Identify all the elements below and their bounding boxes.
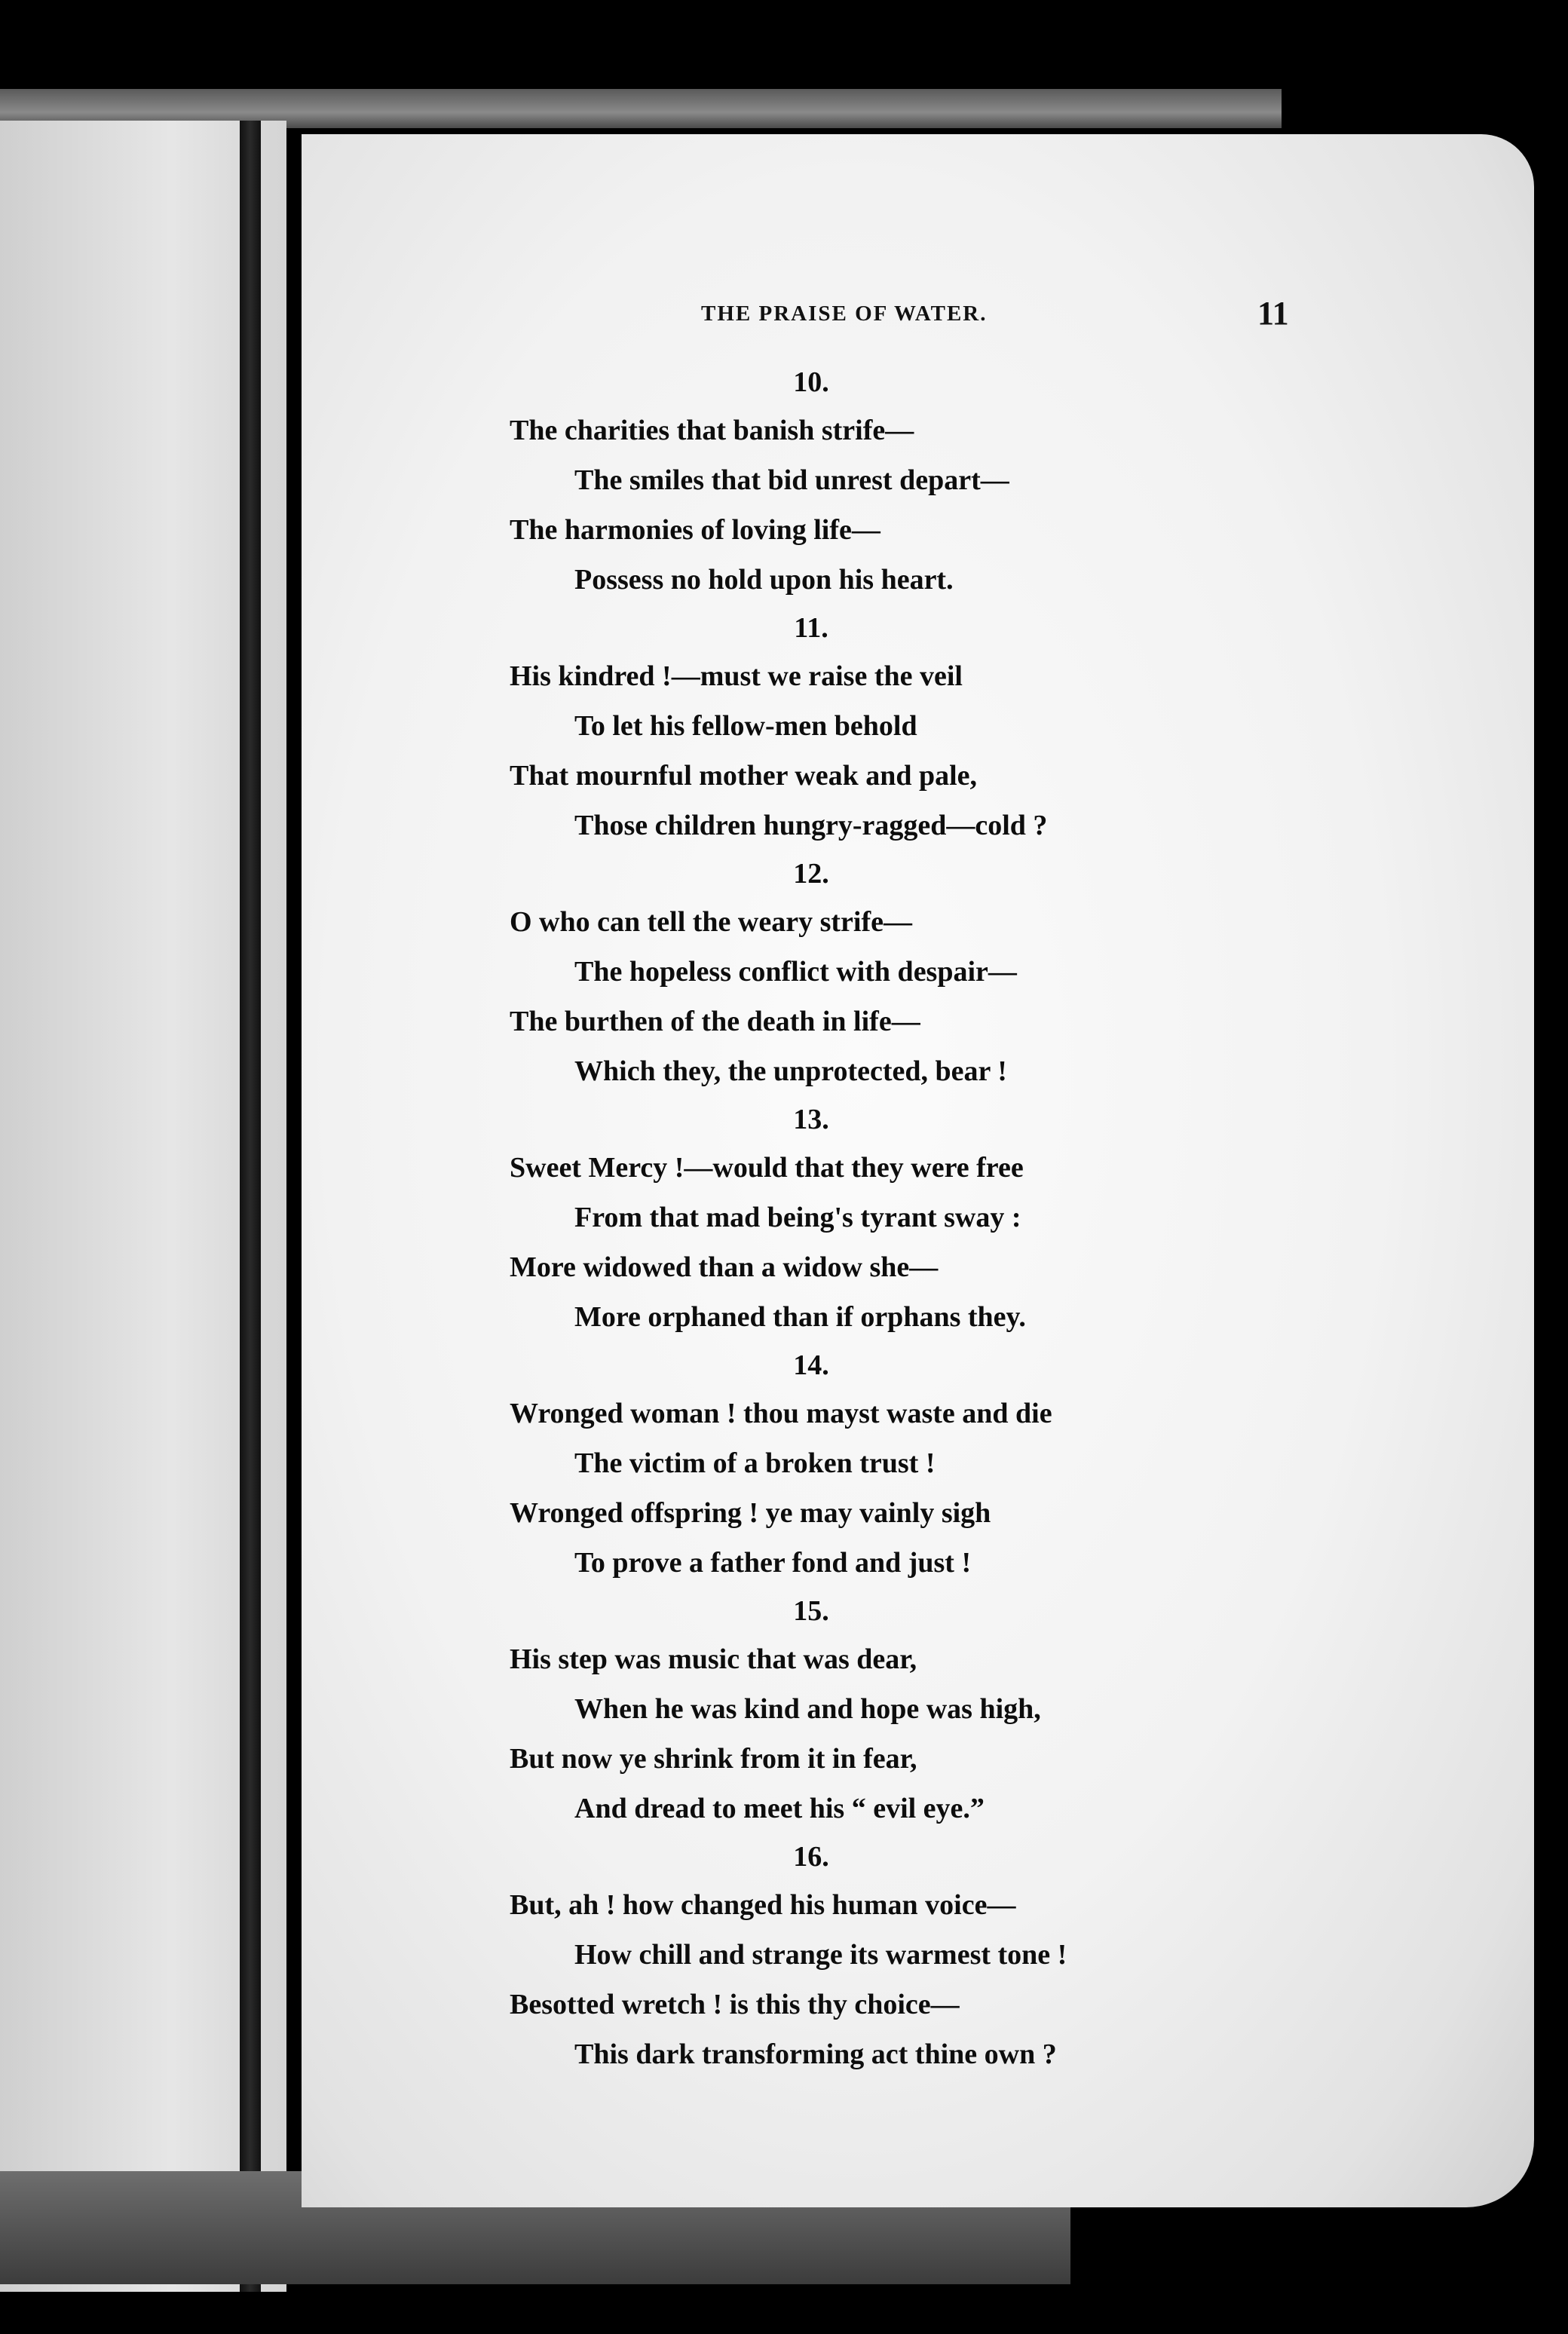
verse-line: From that mad being's tyrant sway : (574, 1202, 1021, 1233)
verse-line: But now ye shrink from it in fear, (510, 1743, 917, 1775)
verse-line: More orphaned than if orphans they. (574, 1301, 1026, 1333)
verse-line: To let his fellow-men behold (574, 710, 917, 742)
verse-line: The hopeless conflict with despair— (574, 956, 1017, 988)
verse-line: More widowed than a widow she— (510, 1251, 939, 1283)
stanza-number: 12. (793, 858, 829, 890)
verse-line: The smiles that bid unrest depart— (574, 464, 1009, 496)
book-gutter (240, 121, 261, 2292)
stanza-number: 11. (794, 612, 828, 644)
stanza (510, 605, 1263, 850)
verse-line: Sweet Mercy !—would that they were free (510, 1152, 1024, 1184)
page-number: 11 (1257, 295, 1289, 332)
running-header: THE PRAISE OF WATER. (701, 302, 988, 326)
verse-line: Which they, the unprotected, bear ! (574, 1055, 1007, 1087)
verse-line: Possess no hold upon his heart. (574, 564, 954, 596)
poem-body (510, 359, 1263, 2079)
verse-line: The harmonies of loving life— (510, 514, 880, 546)
stanza (510, 1096, 1263, 1342)
verse-line: To prove a father fond and just ! (574, 1547, 972, 1579)
stanza (510, 359, 1263, 605)
stanza-number: 10. (793, 366, 829, 398)
stanza-number: 14. (793, 1349, 829, 1381)
verse-line: His step was music that was dear, (510, 1643, 917, 1675)
verse-line: That mournful mother weak and pale, (510, 760, 978, 792)
verse-line: His kindred !—must we raise the veil (510, 660, 963, 692)
verse-line: The charities that banish strife— (510, 415, 914, 446)
verse-line: Those children hungry-ragged—cold ? (574, 810, 1048, 841)
stanza-number: 16. (793, 1841, 829, 1873)
verse-line: O who can tell the weary strife— (510, 906, 912, 938)
stanza (510, 1342, 1263, 1588)
stanza (510, 850, 1263, 1096)
stanza (510, 1588, 1263, 1833)
stanza-number: 15. (793, 1595, 829, 1627)
verse-line: And dread to meet his “ evil eye.” (574, 1793, 985, 1824)
verse-line: How chill and strange its warmest tone ! (574, 1939, 1067, 1971)
verse-line: The victim of a broken trust ! (574, 1447, 936, 1479)
verse-line: This dark transforming act thine own ? (574, 2038, 1057, 2070)
stanza (510, 1833, 1263, 2079)
verse-line: But, ah ! how changed his human voice— (510, 1889, 1016, 1921)
verse-line: The burthen of the death in life— (510, 1006, 920, 1037)
verse-line: Wronged offspring ! ye may vainly sigh (510, 1497, 991, 1529)
verse-line: Wronged woman ! thou mayst waste and die (510, 1398, 1052, 1429)
verse-line: Besotted wretch ! is this thy choice— (510, 1989, 960, 2020)
stanza-number: 13. (793, 1104, 829, 1135)
verse-line: When he was kind and hope was high, (574, 1693, 1041, 1725)
